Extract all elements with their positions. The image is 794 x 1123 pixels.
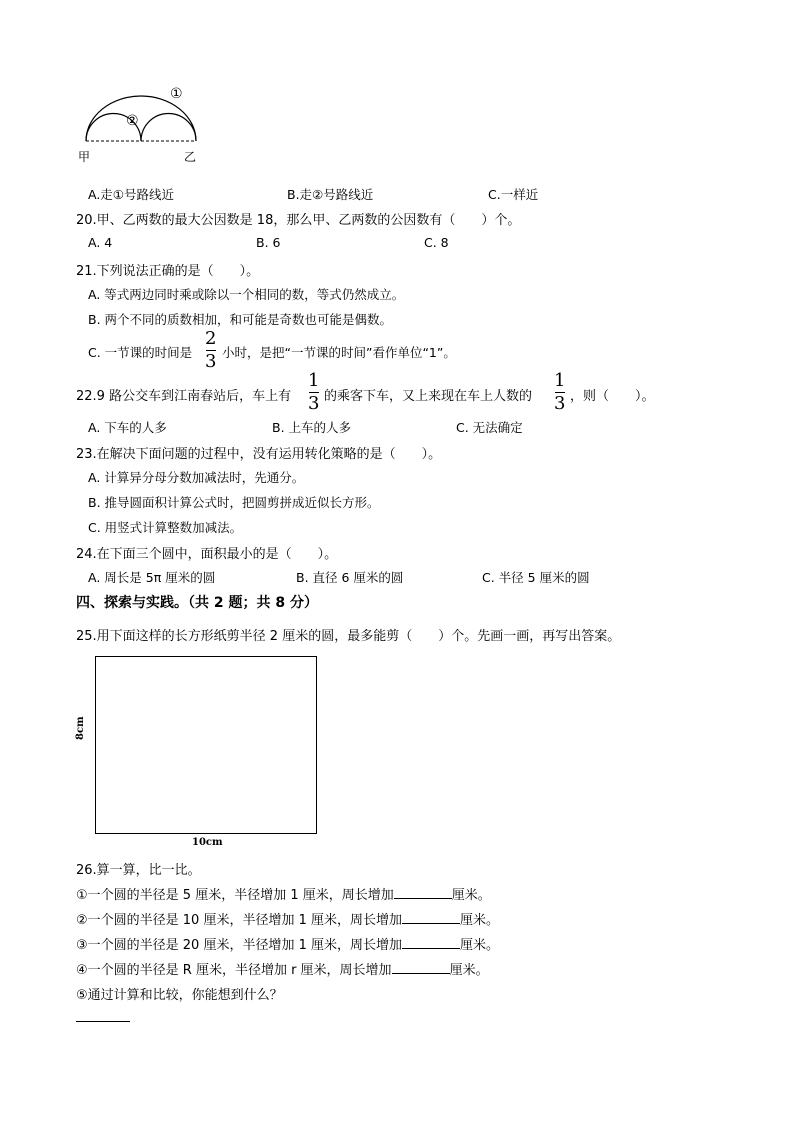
rect-height-label: 8cm (75, 716, 86, 740)
q23-option-c[interactable]: C. 用竖式计算整数加减法。 (88, 520, 243, 535)
final-answer-blank[interactable] (76, 1020, 130, 1022)
route-2-label: ② (126, 113, 139, 129)
answer-blank[interactable] (394, 886, 452, 899)
q26-item-unit: 厘米。 (449, 963, 489, 978)
q26-item-unit: 厘米。 (460, 938, 500, 953)
fraction-denominator: 3 (205, 351, 217, 372)
q26-item-unit: 厘米。 (460, 913, 500, 928)
q24-option-b[interactable]: B. 直径 6 厘米的圆 (296, 570, 404, 585)
point-yi-label: 乙 (184, 150, 197, 164)
q25-stem: 25.用下面这样的长方形纸剪半径 2 厘米的圆，最多能剪（ ）个。先画一画，再写出答案。 (76, 629, 621, 644)
q22-stem-part1: 22.9 路公交车到江南春站后，车上有 (76, 389, 292, 404)
q21-option-c-before[interactable]: C. 一节课的时间是 (88, 345, 193, 360)
q22-stem-part3: ，则（ ）。 (570, 389, 655, 404)
answer-blank[interactable] (402, 936, 460, 949)
answer-blank[interactable] (402, 911, 460, 924)
q26-item-2 (76, 909, 499, 928)
q26-item-unit: 厘米。 (451, 888, 491, 903)
q26-item-text: ④一个圆的半径是 R 厘米，半径增加 r 厘米，周长增加 (76, 963, 392, 978)
q26-item-4 (76, 959, 489, 978)
q22-fraction-1 (308, 372, 319, 413)
q21-option-c-after: 小时，是把“一节课的时间”看作单位“1”。 (222, 345, 456, 360)
route-figure (76, 86, 206, 166)
q21-option-b[interactable]: B. 两个不同的质数相加，和可能是奇数也可能是偶数。 (88, 312, 393, 327)
point-jia-label: 甲 (78, 150, 91, 164)
q19-option-a[interactable]: A.走①号路线近 (88, 187, 175, 202)
q23-option-a[interactable]: A. 计算异分母分数加减法时，先通分。 (88, 470, 305, 485)
q22-option-a[interactable]: A. 下车的人多 (88, 420, 167, 435)
q21-fraction (205, 330, 216, 371)
paper-rectangle (95, 656, 317, 834)
q26-item-text: ③一个圆的半径是 20 厘米，半径增加 1 厘米，周长增加 (76, 938, 402, 953)
fraction-numerator: 1 (308, 370, 320, 391)
q26-item-5: ⑤通过计算和比较，你能想到什么？ (76, 988, 283, 1003)
fraction-denominator: 3 (554, 393, 566, 414)
answer-blank[interactable] (392, 961, 450, 974)
q26-item-3 (76, 934, 499, 953)
semicircle-routes-diagram (76, 86, 206, 146)
q20-stem: 20.甲、乙两数的最大公因数是 18，那么甲、乙两数的公因数有（ ）个。 (76, 213, 521, 228)
q22-stem-part2: 的乘客下车，又上来现在车上人数的 (324, 389, 533, 404)
q22-option-c[interactable]: C. 无法确定 (456, 420, 523, 435)
q26-item-text: ②一个圆的半径是 10 厘米，半径增加 1 厘米，周长增加 (76, 913, 402, 928)
q19-option-c[interactable]: C.一样近 (488, 187, 539, 202)
q23-stem: 23.在解决下面问题的过程中，没有运用转化策略的是（ ）。 (76, 447, 442, 462)
q24-option-c[interactable]: C. 半径 5 厘米的圆 (482, 570, 590, 585)
q24-option-a[interactable]: A. 周长是 5π 厘米的圆 (88, 570, 216, 585)
q22-option-b[interactable]: B. 上车的人多 (272, 420, 352, 435)
q20-option-b[interactable]: B. 6 (256, 235, 281, 250)
q19-option-b[interactable]: B.走②号路线近 (287, 187, 374, 202)
q20-option-c[interactable]: C. 8 (424, 235, 449, 250)
fraction-numerator: 2 (205, 328, 217, 349)
q26-item-text: ①一个圆的半径是 5 厘米，半径增加 1 厘米，周长增加 (76, 888, 394, 903)
fraction-numerator: 1 (554, 370, 566, 391)
rect-width-label: 10cm (192, 837, 223, 848)
fraction-denominator: 3 (308, 393, 320, 414)
q24-stem: 24.在下面三个圆中，面积最小的是（ ）。 (76, 547, 338, 562)
section-heading: 四、探索与实践。（共 2 题；共 8 分） (76, 595, 318, 611)
q23-option-b[interactable]: B. 推导圆面积计算公式时，把圆剪拼成近似长方形。 (88, 495, 380, 510)
q20-option-a[interactable]: A. 4 (88, 235, 113, 250)
route-1-label: ① (170, 86, 183, 102)
q26-item-1 (76, 884, 491, 903)
q26-stem: 26.算一算，比一比。 (76, 863, 201, 878)
q22-fraction-2 (554, 372, 565, 413)
q21-option-a[interactable]: A. 等式两边同时乘或除以一个相同的数，等式仍然成立。 (88, 287, 405, 302)
q21-stem: 21.下列说法正确的是（ ）。 (76, 264, 260, 279)
